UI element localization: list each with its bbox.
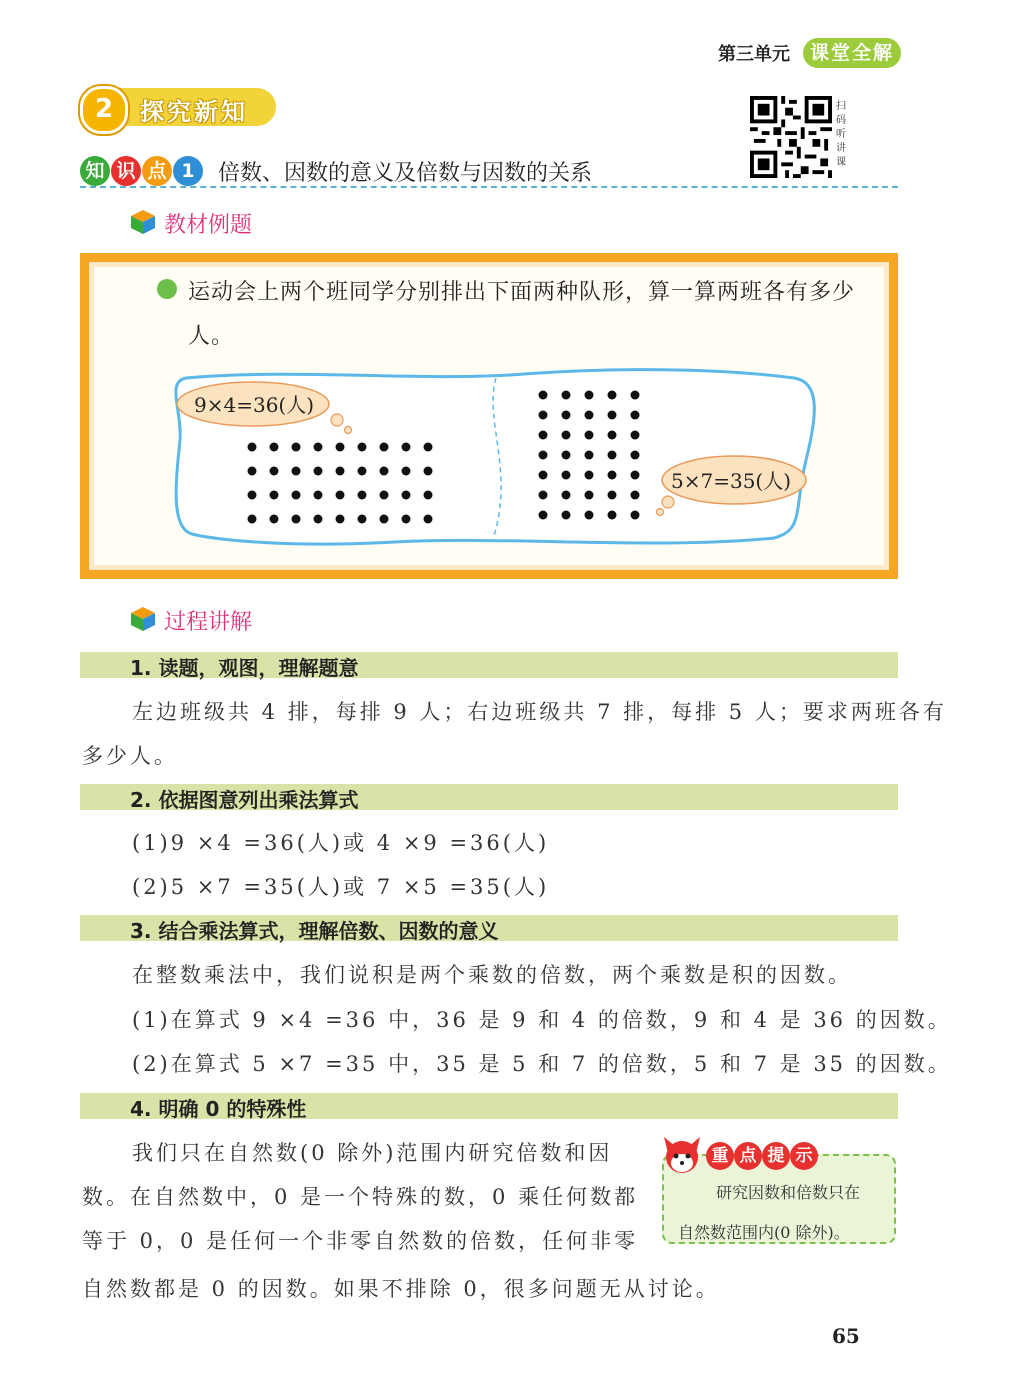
student-dot	[358, 515, 367, 524]
student-dot	[314, 467, 323, 476]
student-dot	[608, 431, 617, 440]
step-4-line-3: 等于 0，0 是任何一个非零自然数的倍数，任何非零	[82, 1229, 639, 1253]
student-dot	[585, 431, 594, 440]
student-dot	[248, 443, 257, 452]
student-dot	[292, 515, 301, 524]
student-dot	[270, 491, 279, 500]
qr-caption: 扫码听讲课	[836, 101, 846, 168]
unit-label: 第三单元	[718, 44, 790, 65]
step-1-line-2: 多少人。	[82, 744, 178, 768]
step-3-title: 3. 结合乘法算式，理解倍数、因数的意义	[130, 919, 499, 943]
cube-icon	[130, 209, 156, 235]
student-dot	[314, 515, 323, 524]
tip-char-3: 提	[762, 1142, 790, 1170]
student-dot	[402, 443, 411, 452]
student-dot	[585, 451, 594, 460]
student-dot	[562, 391, 571, 400]
step-2-line-1: (1)9 ×4 =36(人)或 4 ×9 =36(人)	[132, 831, 550, 855]
student-dot	[539, 431, 548, 440]
student-dot	[424, 443, 433, 452]
bubble-right-text: 5×7=35(人)	[671, 469, 792, 493]
tip-char-2: 点	[734, 1142, 762, 1170]
student-dot	[608, 451, 617, 460]
process-heading: 过程讲解	[164, 610, 253, 635]
bullet-icon	[157, 279, 177, 299]
student-dot	[336, 443, 345, 452]
student-dot	[585, 511, 594, 520]
student-dot	[292, 491, 301, 500]
student-dot	[585, 491, 594, 500]
step-1-line-1: 左边班级共 4 排，每排 9 人；右边班级共 7 排，每排 5 人；要求两班各有	[132, 700, 947, 724]
student-dot	[248, 467, 257, 476]
student-dot	[562, 491, 571, 500]
student-dot	[539, 511, 548, 520]
student-dot	[314, 491, 323, 500]
student-dot	[539, 471, 548, 480]
student-dot	[336, 491, 345, 500]
kp-number: 1	[173, 156, 203, 186]
student-dot	[562, 411, 571, 420]
student-dot	[608, 391, 617, 400]
student-dot	[608, 411, 617, 420]
step-4-line-1: 我们只在自然数(0 除外)范围内研究倍数和因	[132, 1141, 613, 1165]
student-dot	[380, 515, 389, 524]
student-dot	[539, 411, 548, 420]
student-dot	[562, 511, 571, 520]
student-dot	[631, 471, 640, 480]
student-dot	[270, 515, 279, 524]
student-dot	[402, 515, 411, 524]
student-dot	[402, 467, 411, 476]
cube-icon	[130, 606, 156, 632]
tip-line-2: 自然数范围内(0 除外)。	[678, 1223, 850, 1242]
student-dot	[292, 443, 301, 452]
student-dot	[585, 391, 594, 400]
student-dot	[631, 391, 640, 400]
section-title: 探究新知	[140, 98, 248, 126]
student-dot	[539, 391, 548, 400]
student-dot	[631, 431, 640, 440]
example-heading: 教材例题	[164, 213, 253, 238]
qr-code-icon[interactable]	[750, 96, 832, 178]
student-dot	[380, 491, 389, 500]
student-dot	[585, 411, 594, 420]
student-dot	[631, 411, 640, 420]
student-dot	[248, 491, 257, 500]
step-1-title: 1. 读题，观图，理解题意	[130, 656, 359, 680]
course-badge: 课堂全解	[803, 38, 901, 68]
student-dot	[270, 467, 279, 476]
step-4-line-4: 自然数都是 0 的因数。如果不排除 0，很多问题无从讨论。	[82, 1277, 720, 1301]
tip-line-1: 研究因数和倍数只在	[716, 1183, 861, 1202]
student-dot	[358, 491, 367, 500]
student-dot	[585, 471, 594, 480]
example-question: 运动会上两个班同学分别排出下面两种队形，算一算两班各有多少人。	[188, 280, 856, 349]
student-dot	[358, 467, 367, 476]
student-dot	[424, 515, 433, 524]
student-dot	[562, 471, 571, 480]
student-dot	[380, 467, 389, 476]
student-dot	[539, 491, 548, 500]
step-3-line-3: (2)在算式 5 ×7 =35 中，35 是 5 和 7 的倍数，5 和 7 是 35 的因数。	[132, 1052, 952, 1076]
student-dot	[424, 491, 433, 500]
divider	[80, 186, 898, 188]
student-dot	[608, 511, 617, 520]
student-dot	[631, 451, 640, 460]
student-dot	[336, 467, 345, 476]
page-number: 65	[832, 1324, 860, 1348]
student-dot	[248, 515, 257, 524]
knowledge-point-title: 倍数、因数的意义及倍数与因数的关系	[218, 161, 593, 186]
kp-char-2: 识	[111, 156, 141, 186]
student-dot	[608, 471, 617, 480]
student-dot	[562, 451, 571, 460]
bubble-left-text: 9×4=36(人)	[194, 393, 315, 417]
fox-mascot-icon	[660, 1133, 704, 1177]
step-2-title: 2. 依据图意列出乘法算式	[130, 788, 359, 812]
student-dot	[314, 443, 323, 452]
student-dot	[608, 491, 617, 500]
student-dot	[402, 491, 411, 500]
step-4-title: 4. 明确 0 的特殊性	[130, 1097, 307, 1121]
tip-char-4: 示	[790, 1142, 818, 1170]
student-dot	[539, 451, 548, 460]
student-dot	[358, 443, 367, 452]
step-4-line-2: 数。在自然数中，0 是一个特殊的数，0 乘任何数都	[82, 1185, 639, 1209]
student-dot	[562, 431, 571, 440]
step-3-line-2: (1)在算式 9 ×4 =36 中，36 是 9 和 4 的倍数，9 和 4 是 36 的因数。	[132, 1008, 952, 1032]
student-dot	[424, 467, 433, 476]
tip-char-1: 重	[706, 1142, 734, 1170]
step-3-line-1: 在整数乘法中，我们说积是两个乘数的倍数，两个乘数是积的因数。	[132, 963, 852, 987]
step-2-line-2: (2)5 ×7 =35(人)或 7 ×5 =35(人)	[132, 875, 550, 899]
section-number: 2	[80, 86, 128, 134]
kp-char-3: 点	[142, 156, 172, 186]
student-dot	[336, 515, 345, 524]
formation-illustration	[94, 360, 884, 565]
kp-char-1: 知	[80, 156, 110, 186]
student-dot	[270, 443, 279, 452]
student-dot	[292, 467, 301, 476]
student-dot	[631, 511, 640, 520]
student-dot	[380, 443, 389, 452]
student-dot	[631, 491, 640, 500]
